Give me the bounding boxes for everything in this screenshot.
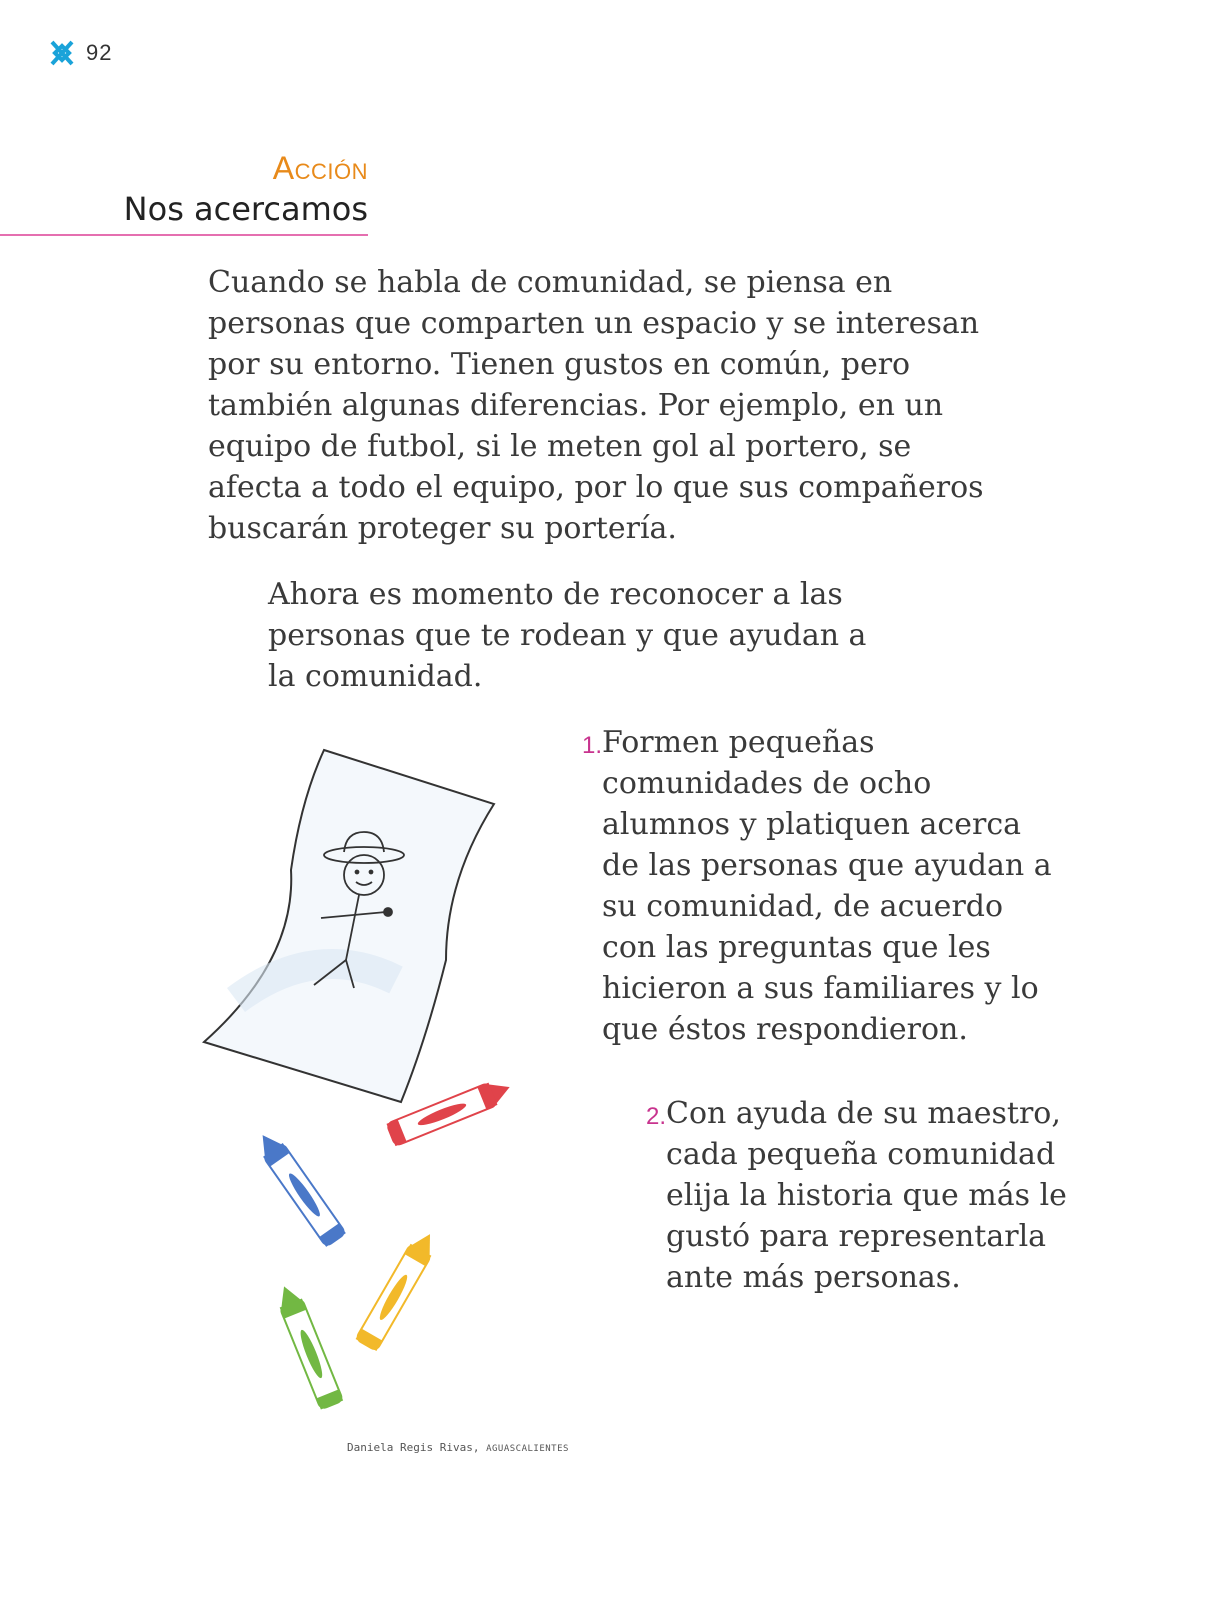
prompt-paragraph: Ahora es momento de reconocer a las personas que te rodean y que ayudan a la comunidad. — [268, 577, 867, 694]
decorative-knot-icon — [48, 38, 76, 68]
intro-paragraph: Cuando se habla de comunidad, se piensa en personas que comparten un espacio y se interesan por su entorno. Tienen gustos en común, pero también algunas diferencias. Por ejemplo, en un equipo de futbol, si le meten gol al portero, se afecta a todo el equipo, por lo que sus compañeros buscarán proteger su portería. — [208, 265, 984, 546]
section-title: Nos acercamos — [123, 190, 368, 228]
drawing-illustration — [196, 740, 526, 1430]
green-crayon — [273, 1282, 343, 1410]
yellow-crayon — [356, 1228, 441, 1351]
page-number: 92 — [86, 40, 113, 65]
section-label: Acción — [272, 150, 368, 186]
blue-crayon — [253, 1128, 346, 1247]
step-text: Formen pequeñas comunidades de ocho alumnos y platiquen acerca de las personas que ayudan a su comunidad, de acuerdo con las preguntas que les hicieron a sus familiares y lo que éstos respondieron. — [602, 725, 1052, 1047]
page-header — [48, 38, 112, 68]
step-text: Con ayuda de su maestro, cada pequeña comunidad elija la historia que más le gustó para representarla ante más personas. — [666, 1096, 1067, 1295]
illustration-credit — [347, 1441, 569, 1454]
step-2 — [646, 1093, 1086, 1298]
step-number: 1. — [582, 732, 603, 759]
title-underline — [0, 234, 368, 236]
step-number: 2. — [646, 1103, 667, 1130]
drawing-paper — [204, 750, 494, 1102]
credit-place: AGUASCALIENTES — [486, 1444, 569, 1454]
step-1 — [582, 722, 1062, 1050]
credit-author: Daniela Regis Rivas, — [347, 1441, 480, 1454]
